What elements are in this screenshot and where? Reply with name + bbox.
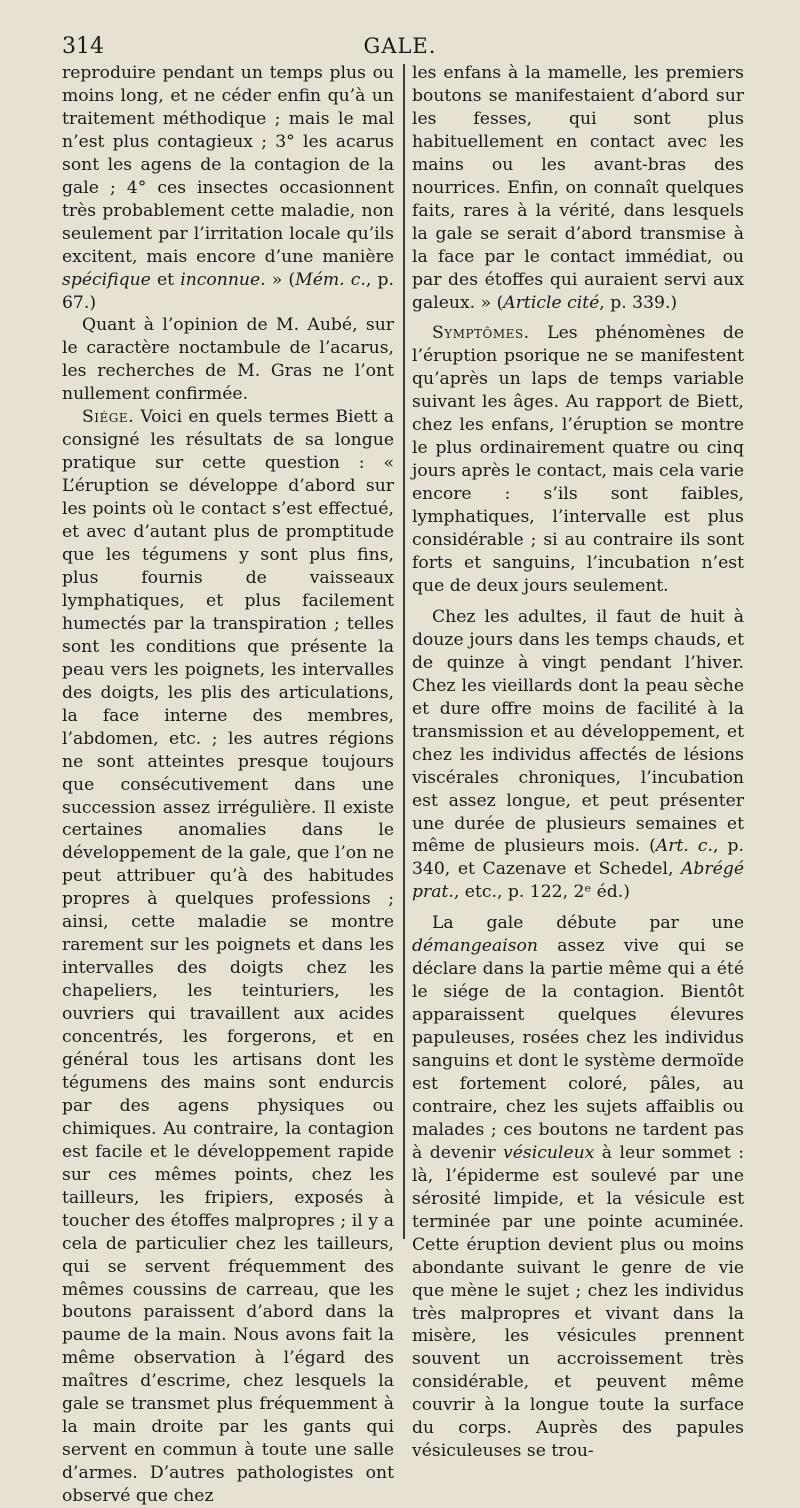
column-divider <box>403 64 405 1239</box>
paragraph: les enfans à la mamelle, les premiers boutons se manifestaient d’abord sur les fesses, qui sont plus habituellement en contact avec les mains ou les avant-bras des nourrices. Enfin, on connaît quelques faits, rares à la vérité, dans lesquels la gale se serait d’abord transmise à la face par le contact immédiat, ou par des étoffes qui auraient servi aux galeux. » (Article cité, p. 339.) <box>412 63 744 313</box>
paragraph: Quant à l’opinion de M. Aubé, sur le caractère noctambule de l’acarus, les recherches de M. Gras ne l’ont nullement confirmée. <box>62 315 394 405</box>
page-number: 314 <box>62 34 104 59</box>
paragraph: Chez les adultes, il faut de huit à douze jours dans les temps chauds, et de quinze à vingt pendant l’hiver. Chez les vieillards dont la peau sèche et dure offre moins de facilité à la transmission et au développement, et chez les individus affectés de lésions viscérales chroniques, l’incubation est assez longue, et peut présenter une durée de plusieurs semaines et même de plusieurs mois. (Art. c., p. 340, et Cazenave et Schedel, Abrégé prat., etc., p. 122, 2ᵉ éd.) <box>412 606 744 903</box>
page-header <box>0 30 800 62</box>
paragraph: reproduire pendant un temps plus ou moins long, et ne céder enfin qu’à un traitement méthodique ; mais le mal n’est plus contagieux ; 3° les acarus sont les agens de la contagion de la gale ; 4° ces insectes occasionnent très probablement cette maladie, non seulement par l’irritation locale qu’ils excitent, mais encore d’une manière spécifique et inconnue. » (Mém. c., p. 67.) <box>62 63 394 313</box>
paragraph: La gale débute par une démangeaison assez vive qui se déclare dans la partie même qui a été le siége de la contagion. Bientôt apparaissent quelques élevures papuleuses, rosées chez les individus sanguins et dont le système dermoïde est fortement coloré, pâles, au contraire, chez les sujets affaiblis ou malades ; ces boutons ne tardent pas à devenir vésiculeux à leur sommet : là, l’épiderme est soulevé par une sérosité limpide, et la vésicule est terminée par une pointe acuminée. Cette éruption devient plus ou moins abondante suivant le genre de vie que mène le sujet ; chez les individus très malpropres et vivant dans la misère, les vésicules prennent souvent un accroissement très considérable, et peuvent même couvrir à la longue toute la surface du corps. Auprès des papules vésiculeuses se trou- <box>412 913 744 1462</box>
running-title: GALE. <box>363 34 437 58</box>
section-heading: Symptômes. <box>432 323 530 344</box>
paragraph-siege: Siége. Voici en quels termes Biett a consigné les résultats de sa longue pratique sur cette question : « L’éruption se développe d’abord sur les points où le contact s’est effectué, et avec d’autant plus de promptitude que les tégumens y sont plus fins, plus fournis de vaisseaux lymphatiques, et plus facilement humectés par la transpiration ; telles sont les conditions que présente la peau vers les poignets, les intervalles des doigts, les plis des articulations, la face interne des membres, l’abdomen, etc. ; les autres régions ne sont atteintes presque toujours que consécutivement dans une succession assez irrégulière. Il existe certaines anomalies dans le développement de la gale, que l’on ne peut attribuer qu’à des habitudes propres à quelques professions ; ainsi, cette maladie se montre rarement sur les poignets et dans les intervalles des doigts chez les chapeliers, les teinturiers, les ouvriers qui travaillent aux acides concentrés, les forgerons, et en général tous les artisans dont les tégumens des mains sont endurcis par des agens physiques ou chimiques. Au contraire, la contagion est facile et le développement rapide sur ces mêmes points, chez les tailleurs, les fripiers, exposés à toucher des étoffes malpropres ; il y a cela de particulier chez les tailleurs, qui se servent fréquemment des mêmes coussins de carreau, que les boutons paraissent d’abord dans la paume de la main. Nous avons fait la même observation à l’égard des maîtres d’escrime, chez lesquels la gale se transmet plus fréquemment à la main droite par les gants qui servent en commun à toute une salle d’armes. D’autres pathologistes ont observé que chez <box>62 407 394 1507</box>
left-column <box>62 62 394 1508</box>
right-column <box>412 62 744 1463</box>
section-heading: Siége. <box>82 407 135 428</box>
paragraph-symptomes: Symptômes. Les phénomènes de l’éruption psorique ne se manifestent qu’après un laps de temps variable suivant les âges. Au rapport de Biett, chez les enfans, l’éruption se montre le plus ordinairement quatre ou cinq jours après le contact, mais cela varie encore : s’ils sont faibles, lymphatiques, l’intervalle est plus considérable ; si au contraire ils sont forts et sanguins, l’incubation n’est que de deux jours seulement. <box>412 323 744 596</box>
